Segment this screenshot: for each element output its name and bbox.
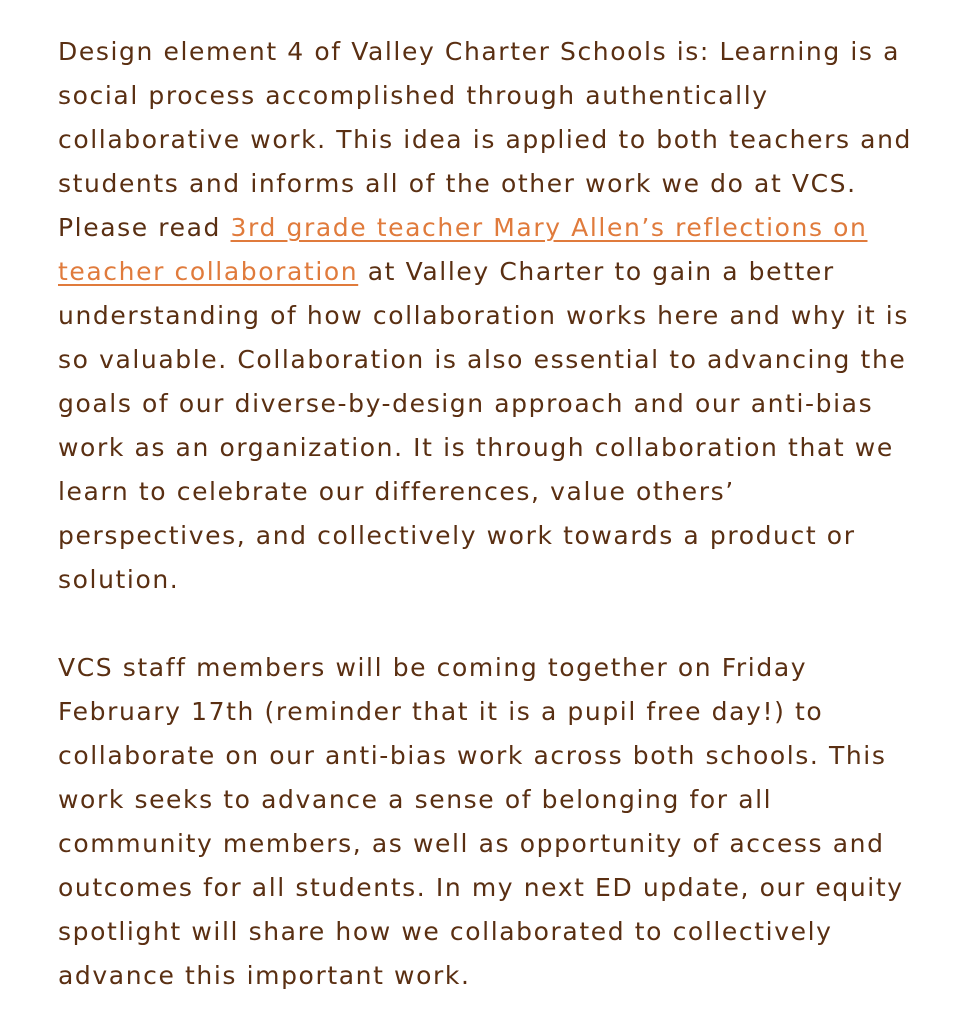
paragraph-1-lead-text: Design element 4 of Valley Charter Schools is: Learning is a social process accomplished through authentically collaborative work. This idea is applied to both teachers and students and informs all of the other work we do at VCS. Please read [58, 37, 912, 242]
mary-allen-reflections-link[interactable]: 3rd grade teacher Mary Allen’s reflections on teacher collaboration [58, 213, 868, 286]
article-body [58, 30, 928, 998]
paragraph-staff-collaboration: VCS staff members will be coming together on Friday February 17th (reminder that it is a pupil free day!) to collaborate on our anti-bias work across both schools. This work seeks to advance a sense of belonging for all community members, as well as opportunity of access and outcomes for all students. In my next ED update, our equity spotlight will share how we collaborated to collectively advance this important work. [58, 653, 904, 990]
paragraph-1-trailing-text: at Valley Charter to gain a better understanding of how collaboration works here and why it is so valuable. Collaboration is also essential to advancing the goals of our diverse-by-design approach and our anti-bias work as an organization. It is through collaboration that we learn to celebrate our differences, value others’ perspectives, and collectively work towards a product or solution. [58, 257, 909, 594]
paragraph-design-element [58, 30, 928, 602]
